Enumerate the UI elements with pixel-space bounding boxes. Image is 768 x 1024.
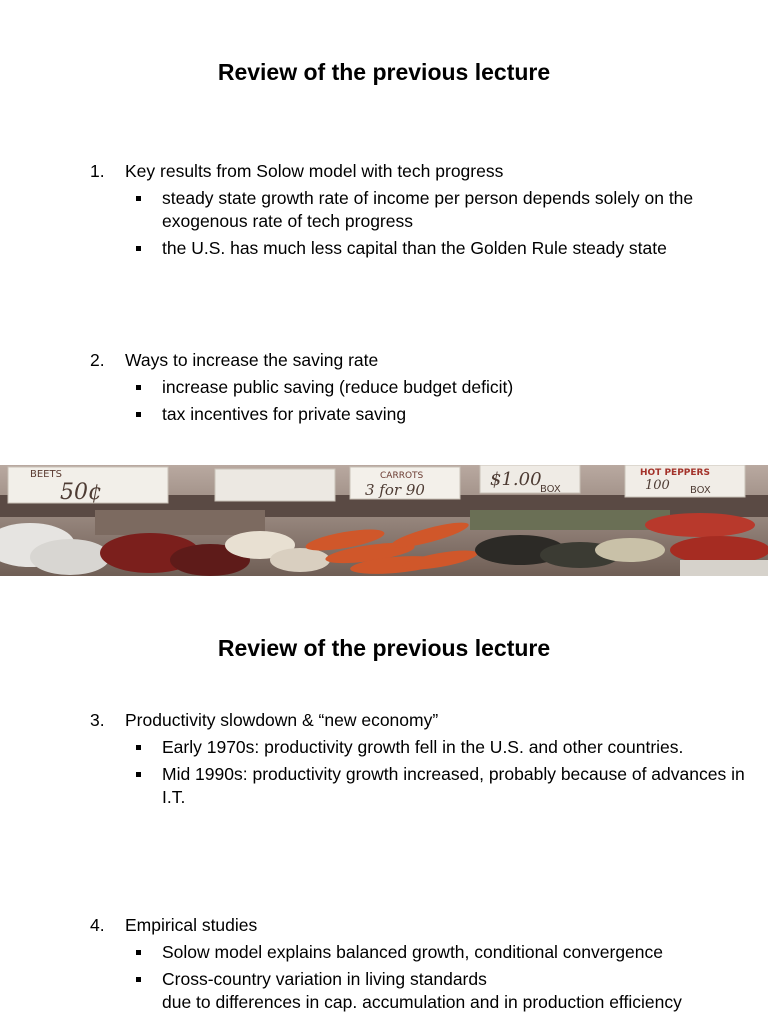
item-heading: Ways to increase the saving rate <box>125 350 379 370</box>
item-heading: Key results from Solow model with tech progress <box>125 161 504 181</box>
slide2-item-3 <box>90 709 750 813</box>
slide2-title: Review of the previous lecture <box>217 635 551 661</box>
bullet-list <box>90 187 750 260</box>
sign-text: CARROTS <box>380 471 424 481</box>
sign-text: $1.00 <box>490 469 542 490</box>
sign-text: BOX <box>690 485 711 496</box>
bullet-icon <box>90 968 162 1014</box>
bullet-icon <box>90 237 162 260</box>
item-number: 3. <box>90 710 105 730</box>
bullet-list <box>90 376 750 426</box>
bullet-item: the U.S. has much less capital than the Golden Rule steady state <box>90 237 750 260</box>
bullet-item: Solow model explains balanced growth, conditional convergence <box>90 941 750 964</box>
slide1-title: Review of the previous lecture <box>217 59 551 85</box>
item-number: 2. <box>90 350 105 370</box>
sign-text: 100 <box>645 478 670 493</box>
bullet-item: tax incentives for private saving <box>90 403 750 426</box>
bullet-icon <box>90 376 162 399</box>
bullet-item: increase public saving (reduce budget deficit) <box>90 376 750 399</box>
bullet-item: Mid 1990s: productivity growth increased, probably because of advances in I.T. <box>90 763 750 809</box>
bullet-item: steady state growth rate of income per person depends solely on the exogenous rate of tech progress <box>90 187 750 233</box>
item-number: 1. <box>90 161 105 181</box>
sign-text: HOT PEPPERS <box>640 468 710 478</box>
sign-text: BEETS <box>30 469 62 480</box>
slide2-item-4 <box>90 914 750 1018</box>
sign-text: 3 for 90 <box>365 481 425 499</box>
slide1-item-2 <box>90 349 750 430</box>
item-heading: Empirical studies <box>125 915 258 935</box>
bullet-list <box>90 941 750 1014</box>
slide1-item-1 <box>90 160 750 264</box>
sign-text: BOX <box>540 484 561 495</box>
bullet-icon <box>90 763 162 809</box>
bullet-icon <box>90 736 162 759</box>
item-heading: Productivity slowdown & “new economy” <box>125 710 439 730</box>
bullet-item: Early 1970s: productivity growth fell in the U.S. and other countries. <box>90 736 750 759</box>
sign-text: 50¢ <box>60 480 102 505</box>
bullet-item: Cross-country variation in living standards due to differences in cap. accumulation and in production efficiency <box>90 968 750 1014</box>
item-number: 4. <box>90 915 105 935</box>
bullet-icon <box>90 187 162 233</box>
market-stall-illustration <box>0 465 768 576</box>
bullet-icon <box>90 941 162 964</box>
bullet-icon <box>90 403 162 426</box>
bullet-list <box>90 736 750 809</box>
market-banner-image <box>0 465 768 576</box>
